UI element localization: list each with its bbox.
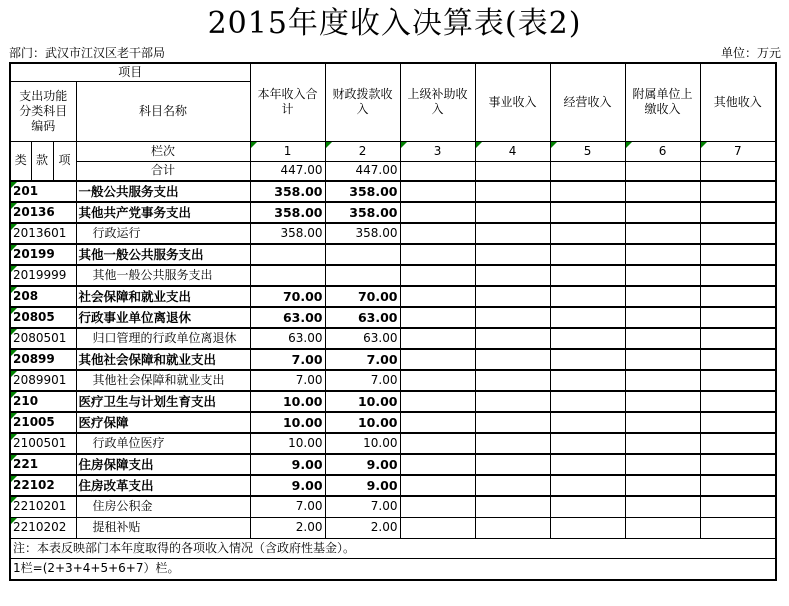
value-cell [400,202,475,223]
value-cell [700,286,776,307]
table-row [10,412,776,433]
column-header-affiliated-units: 附属单位上缴收入 [625,63,700,141]
code-cell: 2013601 [10,223,76,244]
value-cell [400,391,475,412]
value-cell: 2.00 [250,517,325,538]
value-cell [475,391,550,412]
subject-name-cell: 行政运行 [76,223,250,244]
table-row [10,349,776,370]
value-cell [400,265,475,286]
value-cell: 7.00 [250,496,325,517]
table-row [10,202,776,223]
value-cell [250,244,325,265]
table-row [10,328,776,349]
subject-name-cell: 其他一般公共服务支出 [76,244,250,265]
subject-name-cell: 住房保障支出 [76,454,250,475]
value-cell [475,517,550,538]
value-cell [550,496,625,517]
value-cell [700,475,776,496]
note-row [10,558,776,580]
subject-name-cell: 住房改革支出 [76,475,250,496]
code-cell: 208 [10,286,76,307]
value-cell [625,433,700,454]
value-cell [700,223,776,244]
value-cell: 7.00 [325,349,400,370]
grand-total-value-cell [475,161,550,181]
meta-row [0,42,789,62]
value-cell [700,181,776,202]
grand-total-value-cell [400,161,475,181]
value-cell: 7.00 [250,370,325,391]
value-cell: 358.00 [325,181,400,202]
item-header-cell: 项 [53,141,76,181]
value-cell [550,265,625,286]
value-cell: 9.00 [325,454,400,475]
value-cell [550,244,625,265]
column-index-cell: 4 [475,141,550,161]
code-cell: 20136 [10,202,76,223]
value-cell: 7.00 [325,496,400,517]
note-text: 1栏=(2+3+4+5+6+7）栏。 [10,558,776,580]
value-cell: 70.00 [325,286,400,307]
value-cell [625,244,700,265]
value-cell [550,517,625,538]
table-row [10,391,776,412]
value-cell [475,328,550,349]
value-cell: 2.00 [325,517,400,538]
column-index-cell: 3 [400,141,475,161]
code-cell: 20199 [10,244,76,265]
value-cell [400,223,475,244]
value-cell: 63.00 [250,307,325,328]
value-cell: 10.00 [325,412,400,433]
column-header-fiscal-appropriation: 财政拨款收入 [325,63,400,141]
value-cell [550,328,625,349]
value-cell [475,181,550,202]
column-index-cell: 7 [700,141,776,161]
value-cell [475,265,550,286]
value-cell: 9.00 [250,454,325,475]
value-cell [400,496,475,517]
subject-name-header-cell: 科目名称 [76,81,250,141]
department-label: 部门：武汉市江汉区老干部局 [9,46,166,60]
value-cell [625,202,700,223]
value-cell: 7.00 [250,349,325,370]
column-header-business-income: 事业收入 [475,63,550,141]
value-cell: 358.00 [250,181,325,202]
value-cell: 10.00 [250,433,325,454]
value-cell [400,370,475,391]
grand-total-value-cell [700,161,776,181]
code-cell: 2089901 [10,370,76,391]
value-cell [700,244,776,265]
value-cell [475,286,550,307]
value-cell [475,454,550,475]
value-cell [400,181,475,202]
value-cell [400,328,475,349]
value-cell: 7.00 [325,370,400,391]
value-cell [400,244,475,265]
value-cell [400,517,475,538]
table-row [10,454,776,475]
value-cell [550,454,625,475]
table-row [10,181,776,202]
code-cell: 21005 [10,412,76,433]
subject-name-cell: 社会保障和就业支出 [76,286,250,307]
subject-name-cell: 行政单位医疗 [76,433,250,454]
value-cell: 10.00 [325,391,400,412]
value-cell [550,349,625,370]
code-cell: 22102 [10,475,76,496]
value-cell [250,265,325,286]
subject-name-cell: 其他社会保障和就业支出 [76,349,250,370]
value-cell [625,223,700,244]
subject-name-cell: 一般公共服务支出 [76,181,250,202]
value-cell: 63.00 [250,328,325,349]
value-cell [625,181,700,202]
subject-name-cell: 医疗保障 [76,412,250,433]
table-row [10,307,776,328]
value-cell [400,349,475,370]
value-cell [475,202,550,223]
rank-row [10,141,776,161]
grand-total-label-cell: 合计 [76,161,250,181]
table-row [10,517,776,538]
table-row [10,223,776,244]
value-cell [400,454,475,475]
code-cell: 2100501 [10,433,76,454]
value-cell [550,286,625,307]
value-cell [475,370,550,391]
value-cell [625,475,700,496]
grand-total-value-cell [550,161,625,181]
value-cell: 9.00 [325,475,400,496]
value-cell [325,265,400,286]
code-header-cell: 支出功能分类科目编码 [10,81,76,141]
value-cell [700,265,776,286]
grand-total-value-cell: 447.00 [250,161,325,181]
value-cell [475,433,550,454]
column-index-cell: 6 [625,141,700,161]
table-row [10,286,776,307]
subject-name-cell: 医疗卫生与计划生育支出 [76,391,250,412]
code-cell: 201 [10,181,76,202]
project-header-row [10,63,776,81]
column-header-total-income: 本年收入合计 [250,63,325,141]
value-cell [400,307,475,328]
column-header-superior-subsidy: 上级补助收入 [400,63,475,141]
value-cell [475,244,550,265]
value-cell [625,517,700,538]
subject-name-cell: 归口管理的行政单位离退休 [76,328,250,349]
value-cell: 358.00 [325,202,400,223]
table-row [10,244,776,265]
value-cell [700,496,776,517]
value-cell [625,391,700,412]
code-cell: 210 [10,391,76,412]
table-row [10,496,776,517]
income-table [9,62,777,581]
table-row [10,433,776,454]
column-index-cell: 1 [250,141,325,161]
value-cell [700,517,776,538]
value-cell: 358.00 [325,223,400,244]
value-cell [475,349,550,370]
value-cell [700,391,776,412]
value-cell [550,307,625,328]
value-cell [625,328,700,349]
code-cell: 20899 [10,349,76,370]
value-cell [475,307,550,328]
value-cell [625,496,700,517]
subject-name-cell: 其他共产党事务支出 [76,202,250,223]
section-header-cell: 款 [31,141,53,181]
note-text: 注：本表反映部门本年度取得的各项收入情况（含政府性基金）。 [10,538,776,558]
value-cell: 63.00 [325,307,400,328]
subject-name-cell: 行政事业单位离退休 [76,307,250,328]
value-cell [625,412,700,433]
value-cell [550,475,625,496]
value-cell [700,412,776,433]
value-cell [700,202,776,223]
value-cell: 10.00 [325,433,400,454]
code-cell: 2210201 [10,496,76,517]
subject-name-cell: 提租补贴 [76,517,250,538]
value-cell [550,223,625,244]
code-cell: 2210202 [10,517,76,538]
subject-name-cell: 其他社会保障和就业支出 [76,370,250,391]
value-cell: 9.00 [250,475,325,496]
value-cell [700,454,776,475]
table-row [10,370,776,391]
subject-name-cell: 住房公积金 [76,496,250,517]
unit-label: 单位：万元 [720,46,781,60]
value-cell [625,349,700,370]
table-body [10,181,776,538]
code-cell: 2080501 [10,328,76,349]
value-cell [625,454,700,475]
grand-total-value-cell [625,161,700,181]
value-cell [700,433,776,454]
value-cell [550,202,625,223]
value-cell [475,223,550,244]
note-row [10,538,776,558]
value-cell: 63.00 [325,328,400,349]
value-cell [400,433,475,454]
value-cell [400,412,475,433]
value-cell: 70.00 [250,286,325,307]
value-cell: 10.00 [250,391,325,412]
value-cell [550,433,625,454]
page-title: 2015年度收入决算表(表2) [207,6,582,41]
code-cell: 221 [10,454,76,475]
value-cell [625,265,700,286]
value-cell [550,181,625,202]
code-cell: 20805 [10,307,76,328]
class-header-cell: 类 [10,141,31,181]
value-cell [700,370,776,391]
table-row [10,265,776,286]
value-cell [400,475,475,496]
rank-label-cell: 栏次 [76,141,250,161]
value-cell [550,391,625,412]
value-cell [475,412,550,433]
value-cell [550,412,625,433]
column-header-operating-income: 经营收入 [550,63,625,141]
value-cell [475,475,550,496]
value-cell [700,349,776,370]
grand-total-row [10,161,776,181]
value-cell [475,496,550,517]
column-index-cell: 5 [550,141,625,161]
value-cell [625,307,700,328]
grand-total-value-cell: 447.00 [325,161,400,181]
value-cell [625,286,700,307]
value-cell [325,244,400,265]
value-cell [625,370,700,391]
value-cell: 358.00 [250,223,325,244]
value-cell [400,286,475,307]
value-cell [700,307,776,328]
subject-name-cell: 其他一般公共服务支出 [76,265,250,286]
value-cell [550,370,625,391]
table-row [10,475,776,496]
column-header-other-income: 其他收入 [700,63,776,141]
column-index-cell: 2 [325,141,400,161]
value-cell: 358.00 [250,202,325,223]
code-cell: 2019999 [10,265,76,286]
value-cell: 10.00 [250,412,325,433]
project-header-cell: 项目 [10,63,250,81]
value-cell [700,328,776,349]
